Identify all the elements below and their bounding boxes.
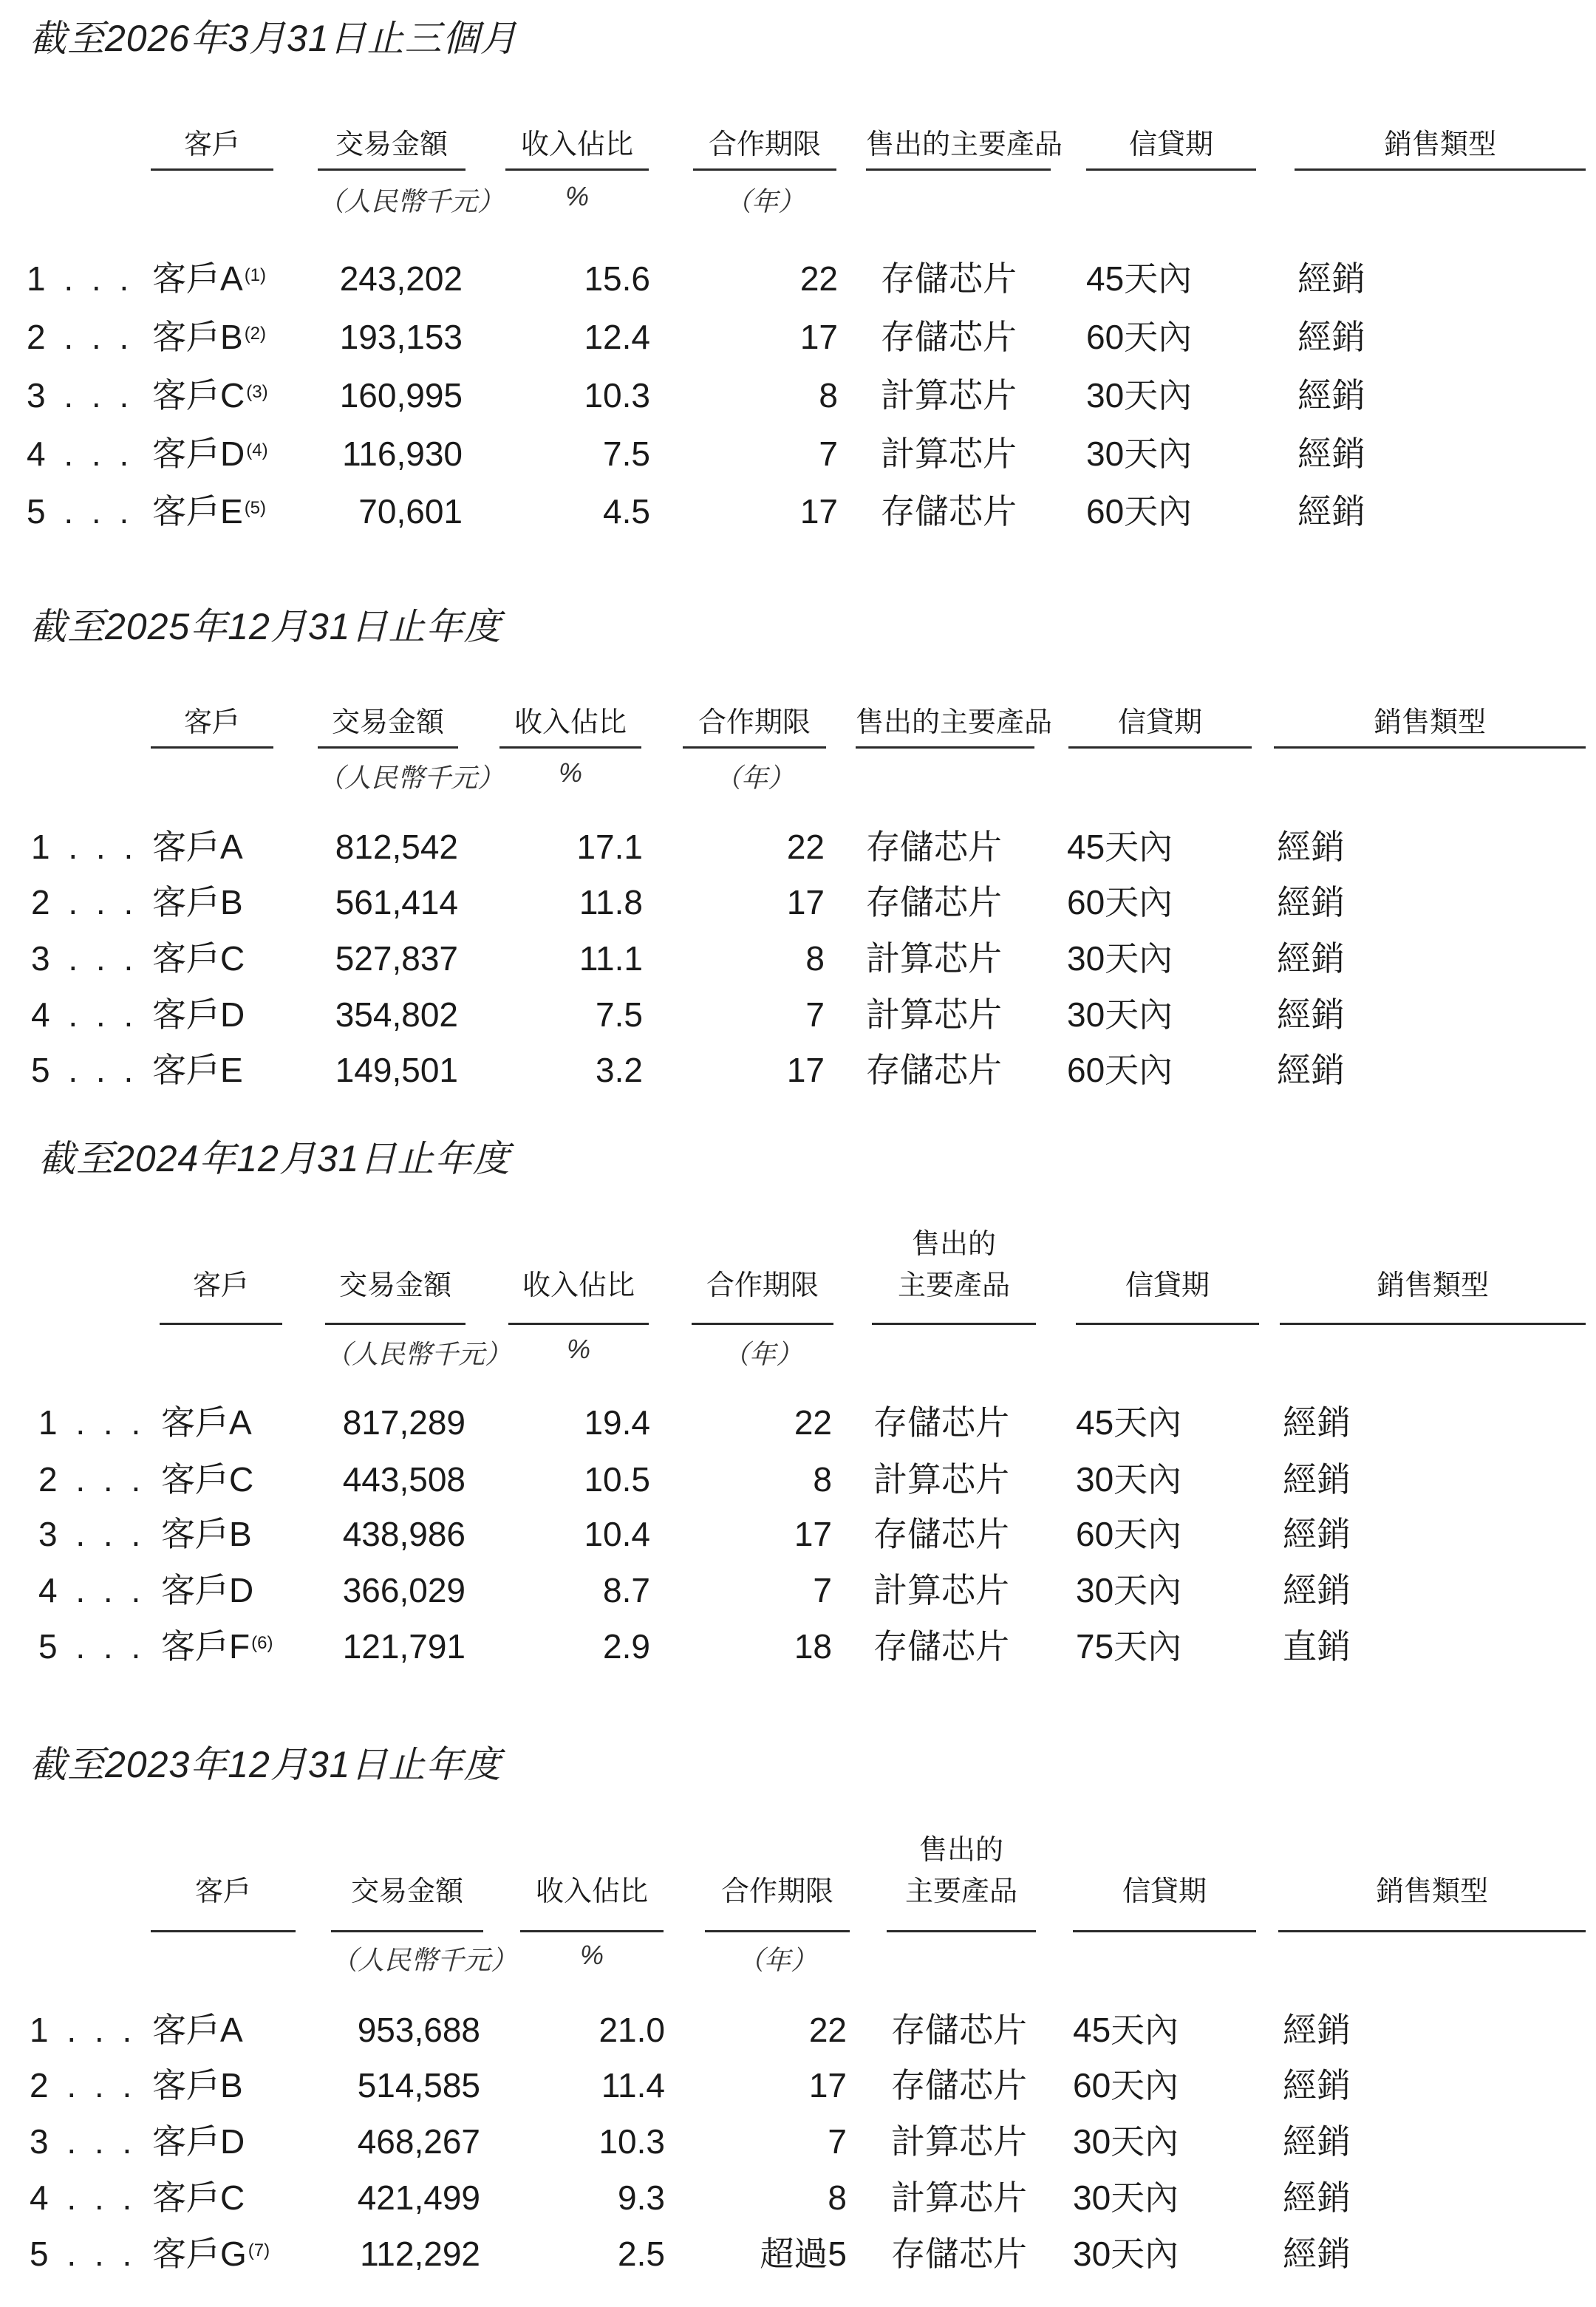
amount-value: 468,267 — [357, 2122, 480, 2161]
amount-value: 121,791 — [342, 1627, 466, 1666]
header-underline — [331, 1930, 483, 1932]
row-rank: 4 . . . — [30, 2178, 137, 2217]
header-customer: 客戶 — [194, 1876, 251, 1907]
header-underline — [151, 168, 273, 171]
share-value: 19.4 — [584, 1403, 650, 1442]
header-underline — [508, 1323, 649, 1325]
header-customer: 客戶 — [183, 707, 240, 738]
share-value: 4.5 — [603, 492, 650, 531]
product-value: 存儲芯片 — [873, 1627, 1009, 1666]
sales-type-value: 經銷 — [1283, 2178, 1351, 2217]
amount-value: 70,601 — [358, 492, 463, 531]
footnote-marker: (1) — [244, 265, 267, 285]
customer-label: 客戶F — [161, 1627, 250, 1666]
customer-label: 客戶A — [152, 259, 243, 298]
header-underline — [693, 168, 836, 171]
amount-value: 527,837 — [335, 939, 458, 978]
unit-share: % — [566, 1334, 590, 1364]
section-title: 截至2026年3月31日止三個月 — [30, 18, 518, 59]
product-value: 存儲芯片 — [873, 1515, 1009, 1553]
credit-value: 60天內 — [1086, 318, 1193, 356]
header-underline — [1280, 1323, 1586, 1325]
header-underline — [520, 1930, 664, 1932]
header-share: 收入佔比 — [520, 129, 633, 160]
customer-label: 客戶D — [152, 435, 245, 473]
term-value: 17 — [794, 1515, 832, 1553]
customer-label: 客戶G — [152, 2235, 247, 2273]
sales-type-value: 經銷 — [1297, 492, 1365, 531]
share-value: 7.5 — [603, 435, 650, 473]
share-value: 15.6 — [584, 259, 650, 298]
footnote-marker: (3) — [246, 382, 268, 402]
sales-type-value: 經銷 — [1297, 259, 1365, 298]
header-sales-type: 銷售類型 — [1383, 129, 1496, 160]
amount-value: 561,414 — [335, 883, 458, 921]
customer-label: 客戶C — [152, 376, 245, 415]
header-term: 合作期限 — [708, 129, 821, 160]
footnote-marker: (5) — [244, 498, 267, 518]
unit-amount: （人民幣千元） — [318, 186, 505, 217]
header-customer: 客戶 — [192, 1270, 249, 1301]
product-value: 存儲芯片 — [866, 883, 1002, 921]
header-underline — [872, 1323, 1036, 1325]
term-value: 7 — [819, 435, 838, 473]
credit-value: 45天內 — [1086, 259, 1193, 298]
sales-type-value: 經銷 — [1283, 2066, 1351, 2105]
header-underline — [151, 1930, 296, 1932]
customer-name — [152, 882, 243, 923]
share-value: 2.9 — [603, 1627, 650, 1666]
customer-name — [152, 2065, 243, 2106]
footnote-marker: (7) — [248, 2240, 270, 2260]
unit-share: % — [565, 181, 589, 211]
credit-value: 75天內 — [1076, 1627, 1182, 1666]
share-value: 10.5 — [584, 1460, 650, 1499]
header-amount: 交易金額 — [350, 1876, 463, 1907]
share-value: 11.8 — [579, 883, 643, 921]
footnote-marker: (4) — [246, 440, 268, 460]
amount-value: 953,688 — [357, 2011, 480, 2049]
section-title: 截至2025年12月31日止年度 — [30, 606, 502, 647]
product-value: 存儲芯片 — [866, 828, 1002, 866]
term-value: 超過5 — [760, 2235, 847, 2273]
product-value: 計算芯片 — [873, 1571, 1009, 1609]
share-value: 12.4 — [584, 318, 650, 356]
sales-type-value: 經銷 — [1283, 1460, 1351, 1499]
row-rank: 5 . . . — [30, 2235, 137, 2273]
share-value: 10.3 — [584, 376, 650, 415]
header-underline — [151, 746, 273, 749]
credit-value: 45天內 — [1067, 828, 1173, 866]
term-value: 7 — [828, 2122, 847, 2161]
header-share: 收入佔比 — [514, 707, 627, 738]
header-sales-type: 銷售類型 — [1376, 1270, 1489, 1301]
unit-term: （年） — [722, 1339, 802, 1369]
term-value: 17 — [786, 883, 825, 921]
header-underline — [683, 746, 826, 749]
customer-name — [152, 2121, 245, 2162]
header-underline — [1295, 168, 1586, 171]
term-value: 17 — [799, 492, 838, 531]
product-value: 存儲芯片 — [873, 1403, 1009, 1442]
product-value: 計算芯片 — [891, 2178, 1027, 2217]
customer-label: 客戶C — [152, 2178, 245, 2217]
row-rank: 1 . . . — [27, 259, 134, 298]
term-value: 7 — [813, 1571, 832, 1609]
row-rank: 2 . . . — [31, 883, 138, 921]
footnote-marker: (2) — [244, 324, 267, 344]
customer-name — [152, 826, 243, 868]
sales-type-value: 經銷 — [1297, 376, 1365, 415]
credit-value: 30天內 — [1086, 435, 1193, 473]
sales-type-value: 經銷 — [1283, 1403, 1351, 1442]
header-sales-type: 銷售類型 — [1373, 707, 1486, 738]
header-underline — [1068, 746, 1252, 749]
amount-value: 443,508 — [342, 1460, 466, 1499]
share-value: 10.3 — [598, 2122, 665, 2161]
credit-value: 60天內 — [1067, 1051, 1173, 1089]
header-amount: 交易金額 — [338, 1270, 451, 1301]
sales-type-value: 經銷 — [1283, 1571, 1351, 1609]
credit-value: 30天內 — [1076, 1571, 1182, 1609]
header-credit: 信貸期 — [1117, 707, 1202, 738]
customer-label: 客戶D — [152, 995, 245, 1034]
header-amount: 交易金額 — [335, 129, 448, 160]
row-rank: 5 . . . — [38, 1627, 146, 1666]
header-underline — [1274, 746, 1586, 749]
section-title: 截至2023年12月31日止年度 — [30, 1744, 502, 1785]
customer-name — [152, 2177, 245, 2218]
amount-value: 354,802 — [335, 995, 458, 1034]
term-value: 8 — [805, 939, 825, 978]
product-value: 存儲芯片 — [891, 2066, 1027, 2105]
customer-name — [161, 1513, 252, 1555]
sales-type-value: 經銷 — [1277, 828, 1345, 866]
header-credit: 信貸期 — [1128, 129, 1213, 160]
product-value: 存儲芯片 — [866, 1051, 1002, 1089]
header-underline — [318, 746, 458, 749]
credit-value: 30天內 — [1086, 376, 1193, 415]
row-rank: 3 . . . — [27, 376, 134, 415]
customer-label: 客戶B — [152, 883, 243, 921]
row-rank: 1 . . . — [38, 1403, 146, 1442]
sales-type-value: 經銷 — [1283, 2011, 1351, 2049]
header-underline — [499, 746, 641, 749]
row-rank: 5 . . . — [31, 1051, 138, 1089]
unit-share: % — [579, 1940, 604, 1970]
term-value: 22 — [794, 1403, 832, 1442]
credit-value: 30天內 — [1067, 939, 1173, 978]
share-value: 2.5 — [618, 2235, 665, 2273]
credit-value: 30天內 — [1073, 2178, 1179, 2217]
customer-label: 客戶B — [161, 1515, 252, 1553]
header-underline — [505, 168, 649, 171]
row-rank: 2 . . . — [30, 2066, 137, 2105]
term-value: 8 — [828, 2178, 847, 2217]
header-product-line2: 主要產品 — [897, 1270, 1010, 1301]
sales-type-value: 經銷 — [1283, 2235, 1351, 2273]
header-term: 合作期限 — [720, 1876, 833, 1907]
customer-label: 客戶D — [161, 1571, 254, 1609]
customer-label: 客戶B — [152, 318, 243, 356]
term-value: 22 — [808, 2011, 847, 2049]
row-rank: 2 . . . — [38, 1460, 146, 1499]
credit-value: 30天內 — [1073, 2122, 1179, 2161]
row-rank: 5 . . . — [27, 492, 134, 531]
amount-value: 366,029 — [342, 1571, 466, 1609]
sales-type-value: 直銷 — [1283, 1627, 1351, 1666]
header-term: 合作期限 — [706, 1270, 819, 1301]
header-share: 收入佔比 — [535, 1876, 648, 1907]
unit-term: （年） — [714, 763, 794, 793]
header-credit: 信貸期 — [1125, 1270, 1210, 1301]
share-value: 10.4 — [584, 1515, 650, 1553]
product-value: 計算芯片 — [866, 995, 1002, 1034]
header-sales-type: 銷售類型 — [1375, 1876, 1488, 1907]
customer-label: 客戶A — [152, 2011, 243, 2049]
customer-name — [161, 1570, 253, 1611]
product-value: 計算芯片 — [873, 1460, 1009, 1499]
share-value: 7.5 — [596, 995, 643, 1034]
unit-amount: （人民幣千元） — [325, 1339, 512, 1369]
customer-name — [152, 2009, 243, 2051]
amount-value: 149,501 — [335, 1051, 458, 1089]
header-underline — [866, 168, 1051, 171]
header-product: 售出的主要產品 — [866, 129, 1063, 160]
amount-value: 421,499 — [357, 2178, 480, 2217]
share-value: 17.1 — [576, 828, 643, 866]
sales-type-value: 經銷 — [1283, 1515, 1351, 1553]
header-product: 售出的主要產品 — [856, 707, 1053, 738]
row-rank: 1 . . . — [31, 828, 138, 866]
row-rank: 3 . . . — [30, 2122, 137, 2161]
customer-name — [152, 994, 245, 1035]
unit-amount: （人民幣千元） — [331, 1945, 518, 1975]
sales-type-value: 經銷 — [1277, 995, 1345, 1034]
sales-type-value: 經銷 — [1277, 1051, 1345, 1089]
amount-value: 112,292 — [360, 2235, 480, 2273]
amount-value: 812,542 — [335, 828, 458, 866]
amount-value: 116,930 — [342, 435, 463, 473]
section-title: 截至2024年12月31日止年度 — [38, 1138, 511, 1179]
customer-name — [161, 1402, 252, 1443]
amount-value: 438,986 — [342, 1515, 466, 1553]
header-underline — [1278, 1930, 1586, 1932]
product-value: 存儲芯片 — [881, 318, 1017, 356]
header-amount: 交易金額 — [331, 707, 444, 738]
amount-value: 160,995 — [339, 376, 463, 415]
sales-type-value: 經銷 — [1283, 2122, 1351, 2161]
header-underline — [1086, 168, 1256, 171]
unit-term: （年） — [724, 186, 805, 217]
share-value: 8.7 — [603, 1571, 650, 1609]
header-underline — [692, 1323, 833, 1325]
row-rank: 3 . . . — [38, 1515, 146, 1553]
header-share: 收入佔比 — [522, 1270, 635, 1301]
term-value: 18 — [794, 1627, 832, 1666]
credit-value: 45天內 — [1076, 1403, 1182, 1442]
term-value: 8 — [813, 1460, 832, 1499]
term-value: 17 — [799, 318, 838, 356]
unit-term: （年） — [737, 1945, 817, 1975]
unit-share: % — [558, 757, 582, 788]
header-term: 合作期限 — [698, 707, 811, 738]
header-customer: 客戶 — [183, 129, 240, 160]
header-credit: 信貸期 — [1122, 1876, 1207, 1907]
header-product-line1: 售出的 — [911, 1229, 996, 1260]
header-underline — [1073, 1930, 1256, 1932]
product-value: 存儲芯片 — [881, 259, 1017, 298]
sales-type-value: 經銷 — [1297, 435, 1365, 473]
row-rank: 4 . . . — [38, 1571, 146, 1609]
customer-label: 客戶C — [152, 939, 245, 978]
customer-label: 客戶E — [152, 1051, 243, 1089]
product-value: 計算芯片 — [881, 376, 1017, 415]
amount-value: 514,585 — [357, 2066, 480, 2105]
unit-amount: （人民幣千元） — [318, 763, 505, 793]
share-value: 11.1 — [579, 939, 643, 978]
footnote-marker: (6) — [251, 1633, 273, 1653]
sales-type-value: 經銷 — [1277, 939, 1345, 978]
credit-value: 30天內 — [1076, 1460, 1182, 1499]
customer-label: 客戶D — [152, 2122, 245, 2161]
amount-value: 243,202 — [339, 259, 463, 298]
header-underline — [856, 746, 1034, 749]
product-value: 存儲芯片 — [891, 2011, 1027, 2049]
share-value: 11.4 — [601, 2066, 665, 2105]
customer-label: 客戶A — [152, 828, 243, 866]
row-rank: 2 . . . — [27, 318, 134, 356]
term-value: 17 — [786, 1051, 825, 1089]
term-value: 22 — [786, 828, 825, 866]
header-underline — [887, 1930, 1036, 1932]
credit-value: 60天內 — [1067, 883, 1173, 921]
customer-name — [152, 2233, 270, 2274]
share-value: 9.3 — [618, 2178, 665, 2217]
header-product-line2: 主要產品 — [904, 1876, 1017, 1907]
term-value: 8 — [819, 376, 838, 415]
credit-value: 30天內 — [1067, 995, 1173, 1034]
row-rank: 4 . . . — [31, 995, 138, 1034]
header-underline — [705, 1930, 850, 1932]
product-value: 存儲芯片 — [881, 492, 1017, 531]
customer-label: 客戶C — [161, 1460, 254, 1499]
customer-label: 客戶E — [152, 492, 243, 531]
term-value: 17 — [808, 2066, 847, 2105]
credit-value: 60天內 — [1076, 1515, 1182, 1553]
term-value: 7 — [805, 995, 825, 1034]
credit-value: 30天內 — [1073, 2235, 1179, 2273]
row-rank: 3 . . . — [31, 939, 138, 978]
term-value: 22 — [799, 259, 838, 298]
customer-name — [152, 938, 245, 979]
customer-name — [161, 1459, 253, 1500]
product-value: 存儲芯片 — [891, 2235, 1027, 2273]
amount-value: 817,289 — [342, 1403, 466, 1442]
row-rank: 1 . . . — [30, 2011, 137, 2049]
header-underline — [160, 1323, 282, 1325]
credit-value: 60天內 — [1086, 492, 1193, 531]
sales-type-value: 經銷 — [1297, 318, 1365, 356]
product-value: 計算芯片 — [891, 2122, 1027, 2161]
customer-label: 客戶B — [152, 2066, 243, 2105]
header-underline — [1076, 1323, 1259, 1325]
credit-value: 60天內 — [1073, 2066, 1179, 2105]
row-rank: 4 . . . — [27, 435, 134, 473]
customer-label: 客戶A — [161, 1403, 252, 1442]
product-value: 計算芯片 — [881, 435, 1017, 473]
credit-value: 45天內 — [1073, 2011, 1179, 2049]
share-value: 3.2 — [596, 1051, 643, 1089]
customer-name — [152, 1049, 243, 1091]
header-underline — [318, 168, 466, 171]
sales-type-value: 經銷 — [1277, 883, 1345, 921]
header-product-line1: 售出的 — [918, 1835, 1003, 1866]
share-value: 21.0 — [598, 2011, 665, 2049]
header-underline — [325, 1323, 466, 1325]
amount-value: 193,153 — [339, 318, 463, 356]
product-value: 計算芯片 — [866, 939, 1002, 978]
